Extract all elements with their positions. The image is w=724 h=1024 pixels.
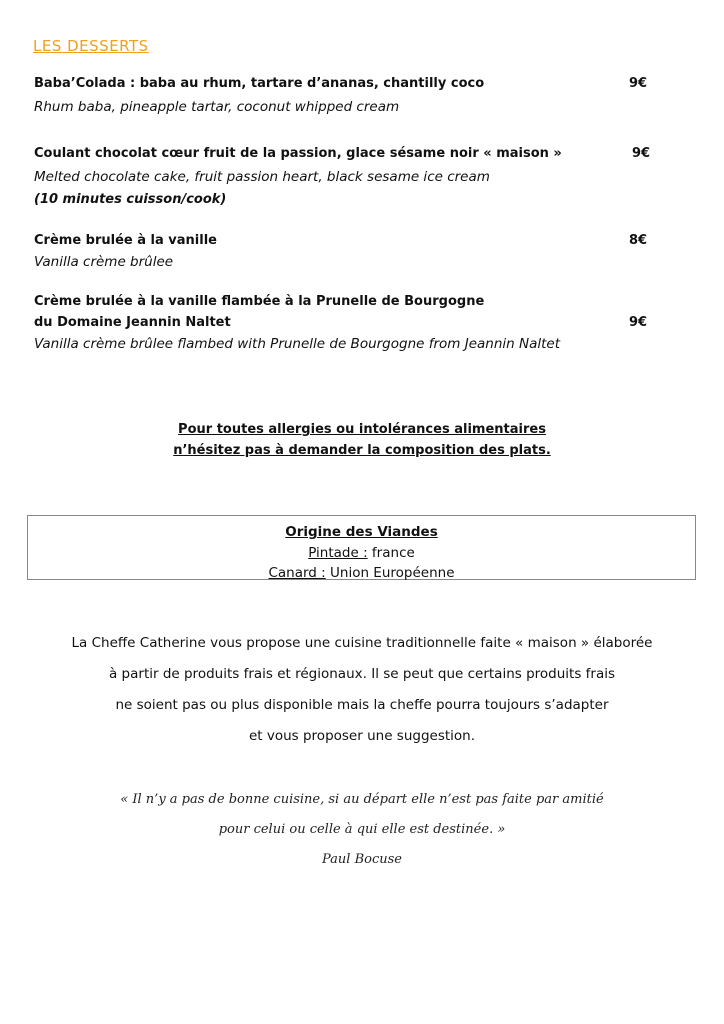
dessert-price-coulant: 9€ [632,146,651,161]
dessert-translation-creme-brulee-flambee: Vanilla crème brûlee flambed with Prunelle de Bourgogne from Jeannin Naltet [34,336,561,352]
quote-author: Paul Bocuse [322,852,402,867]
chef-paragraph-line: et vous proposer une suggestion. [248,728,476,744]
dessert-translation-creme-brulee: Vanilla crème brûlee [34,254,174,270]
dessert-name2-creme-brulee-flambee: du Domaine Jeannin Naltet [34,315,231,330]
dessert-price-creme-brulee-flambee: 9€ [629,315,648,330]
dessert-name-creme-brulee-flambee: Crème brulée à la vanille flambée à la Prunelle de Bourgogne [34,294,485,309]
meat-origin-value: Union Européenne [325,565,455,581]
dessert-price-creme-brulee: 8€ [629,233,648,248]
dessert-translation-coulant: Melted chocolate cake, fruit passion heart, black sesame ice cream [34,169,490,185]
meat-origin-row-canard [28,563,695,584]
allergy-notice-line-1: Pour toutes allergies ou intolérances alimentaires [178,422,546,437]
meat-origin-row-pintade [28,543,695,564]
dessert-name-coulant: Coulant chocolat cœur fruit de la passion, glace sésame noir « maison » [34,146,562,161]
chef-paragraph-line: ne soient pas ou plus disponible mais la cheffe pourra toujours s’adapter [115,697,609,713]
meat-origin-box [27,515,696,580]
dessert-name-babacolada: Baba’Colada : baba au rhum, tartare d’ananas, chantilly coco [34,76,485,91]
chef-paragraph-line: à partir de produits frais et régionaux. Il se peut que certains produits frais [108,666,616,682]
section-title: LES DESSERTS [33,37,149,55]
dessert-name-creme-brulee: Crème brulée à la vanille [34,233,217,248]
meat-origin-title: Origine des Viandes [285,524,438,540]
bocuse-quote [0,785,724,875]
dessert-translation-babacolada: Rhum baba, pineapple tartar, coconut whipped cream [34,99,400,115]
meat-origin-label: Pintade : [308,544,368,561]
chef-paragraph [0,628,724,752]
quote-line-1: « Il n’y a pas de bonne cuisine, si au départ elle n’est pas faite par amitié [120,792,604,807]
meat-origin-value: france [367,544,415,561]
dessert-note-coulant: (10 minutes cuisson/cook) [34,192,227,207]
quote-line-2: pour celui ou celle à qui elle est destinée. » [218,822,506,837]
meat-origin-label: Canard : [268,565,326,581]
allergy-notice-line-2: n’hésitez pas à demander la composition des plats. [173,443,551,458]
dessert-price-babacolada: 9€ [629,76,648,91]
chef-paragraph-line: La Cheffe Catherine vous propose une cuisine traditionnelle faite « maison » élaborée [71,635,653,651]
